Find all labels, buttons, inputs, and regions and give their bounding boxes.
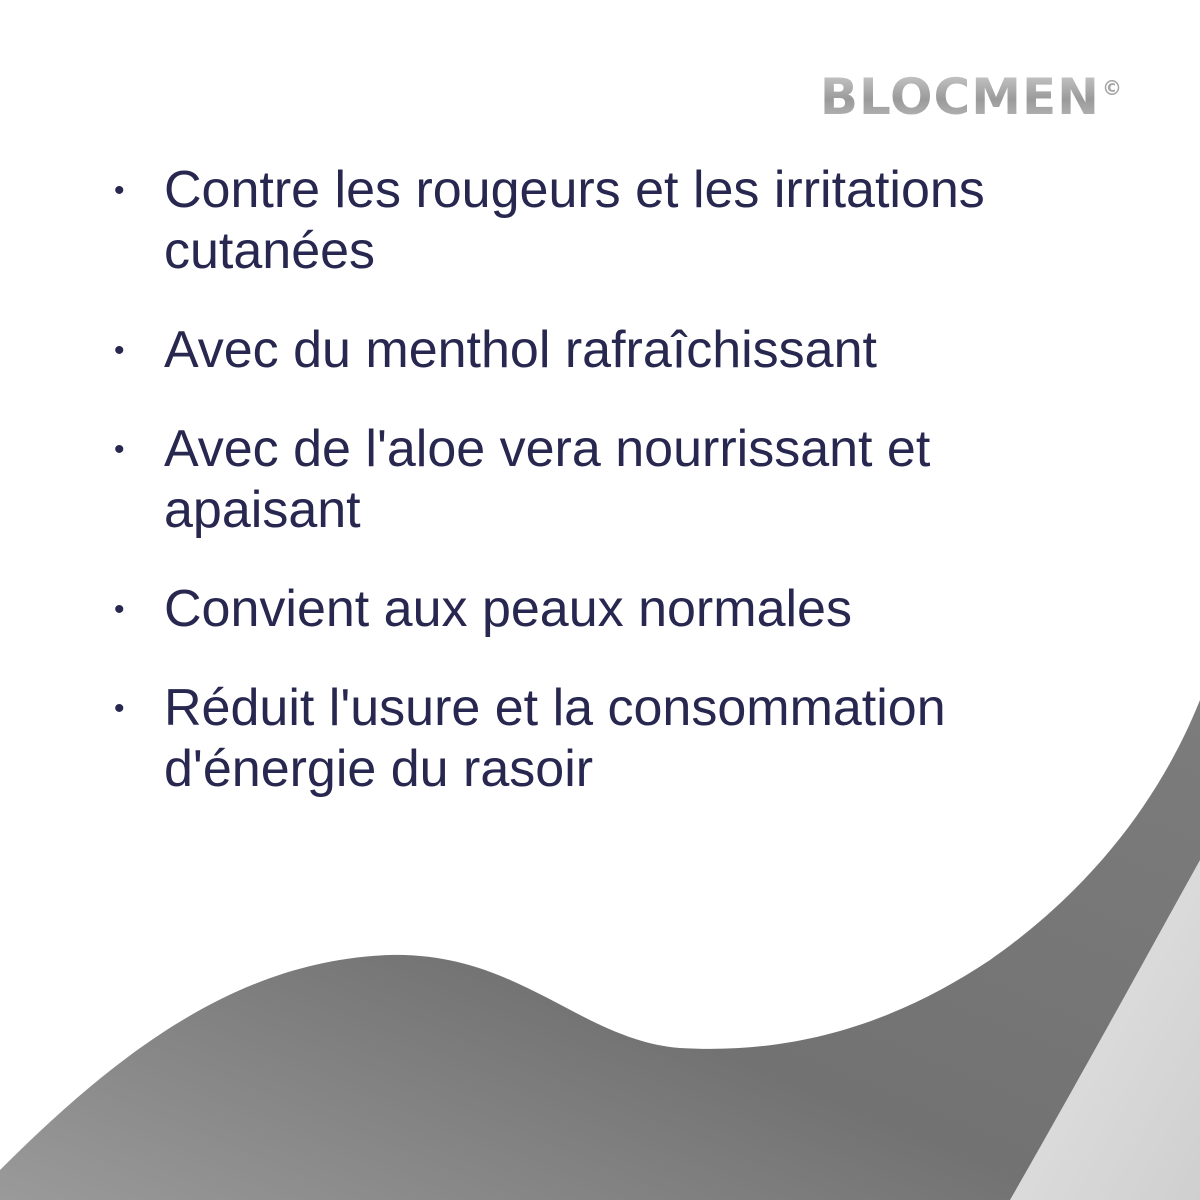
feature-list xyxy=(110,160,1130,838)
feature-text: Convient aux peaux normales xyxy=(164,580,852,638)
bullet-icon: • xyxy=(114,433,125,466)
feature-item xyxy=(110,678,1130,800)
feature-text: Avec de l'aloe vera nourrissant et apaisant xyxy=(164,420,931,539)
brand-name: BLOCMEN xyxy=(819,68,1100,126)
bullet-icon: • xyxy=(114,174,125,207)
feature-text: Réduit l'usure et la consommation d'énergie du rasoir xyxy=(164,679,946,798)
feature-item xyxy=(110,320,1130,381)
feature-item xyxy=(110,419,1130,541)
feature-text: Contre les rougeurs et les irritations cutanées xyxy=(164,161,985,280)
copyright-mark: © xyxy=(1102,76,1122,100)
bullet-icon: • xyxy=(114,334,125,367)
bullet-icon: • xyxy=(114,593,125,626)
brand-logo xyxy=(819,68,1122,126)
feature-item xyxy=(110,579,1130,640)
bullet-icon: • xyxy=(114,692,125,725)
feature-text: Avec du menthol rafraîchissant xyxy=(164,321,877,379)
feature-item xyxy=(110,160,1130,282)
